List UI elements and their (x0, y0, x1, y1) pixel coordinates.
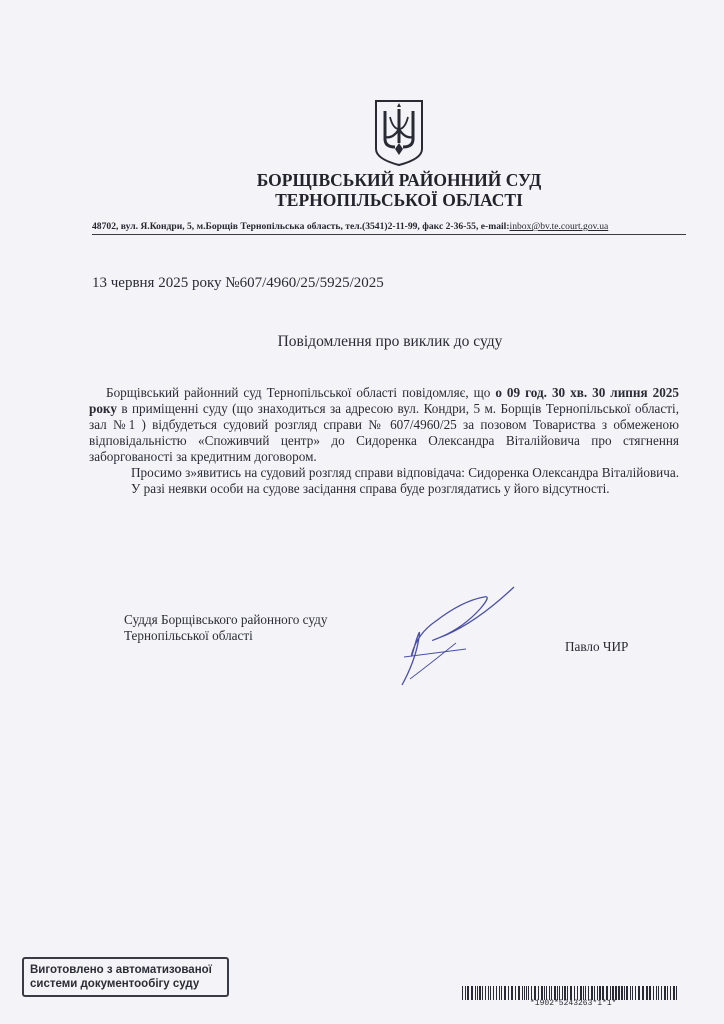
email-link[interactable]: inbox@bv.te.court.gov.ua (509, 221, 609, 232)
document-title: Повідомлення про виклик до суду (277, 333, 503, 350)
court-name-line1: БОРЩІВСЬКИЙ РАЙОННИЙ СУД (256, 170, 542, 190)
hearing-datetime: о 09 год. 30 хв. 30 липня 2025 року (89, 385, 679, 416)
paragraph-request: Просимо з»явитись на судовий розгляд справи відповідача: Сидоренка Олександра Віталійовича. (131, 465, 680, 480)
court-name (200, 170, 598, 210)
paragraph-hearing-info (89, 385, 679, 465)
stamp-line1: Виготовлено з автоматизованої (30, 964, 212, 976)
contact-address: 48702, вул. Я.Кондри, 5, м.Борщів Тернопільська область, тел.(3541)2-11-99, факс 2-36-55, e-mail: (92, 221, 510, 232)
stamp-line2: системи документообігу суду (30, 978, 200, 990)
handwritten-signature (396, 583, 526, 693)
judge-position-line2: Тернопільської області (124, 628, 253, 643)
trident-coat-of-arms-icon (373, 99, 425, 167)
judge-name: Павло ЧИР (565, 639, 629, 654)
barcode-number: *1902*5243263*1*1* (530, 999, 617, 1008)
barcode (462, 986, 680, 1000)
contact-line (92, 221, 692, 232)
automation-stamp (22, 957, 229, 997)
paragraph-hearing-text-1: Борщівський районний суд Тернопільської області повідомляє, що (106, 385, 496, 400)
court-name-line2: ТЕРНОПІЛЬСЬКОЇ ОБЛАСТІ (275, 190, 523, 210)
judge-position (124, 612, 327, 644)
notice-body (89, 385, 679, 497)
date-and-number: 13 червня 2025 року №607/4960/25/5925/2025 (92, 275, 384, 291)
judge-position-line1: Суддя Борщівського районного суду (124, 612, 328, 627)
paragraph-hearing-text-2: в приміщенні суду (що знаходиться за адресою вул. Кондри, 5 м. Борщів Тернопільської області, зал №1 ) відбудеться судовий розгляд справи № 607/4960/25 за позовом Товариства з обмеженою відповідальністю «Споживчий центр» до Сидоренка Олександра Віталійовича про стягнення заборгованості за кредитним договором. (89, 401, 679, 464)
header-divider (92, 234, 686, 235)
paragraph-absence: У разі неявки особи на судове засідання справа буде розглядатись у його відсутності. (131, 481, 610, 496)
